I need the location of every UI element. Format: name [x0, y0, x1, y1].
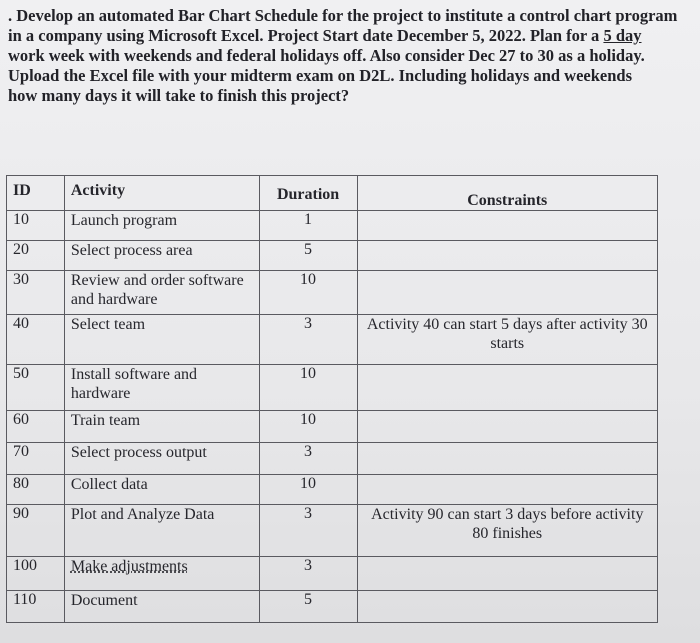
cell-constraints: [357, 411, 657, 443]
cell-id: 20: [7, 241, 65, 271]
cell-constraints: [357, 271, 657, 315]
cell-constraints: [357, 443, 657, 475]
header-id: ID: [7, 176, 65, 211]
cell-activity: [64, 557, 259, 591]
cell-duration: 10: [259, 271, 357, 315]
activity-table: [6, 175, 658, 623]
question-line-text: in a company using Microsoft Excel. Project Start date December 5, 2022. Plan for a: [8, 26, 604, 45]
cell-id: 30: [7, 271, 65, 315]
question-line: . Develop an automated Bar Chart Schedule for the project to institute a control chart program: [8, 6, 678, 25]
cell-id: 90: [7, 505, 65, 557]
cell-id: 80: [7, 475, 65, 505]
cell-activity: Review and order software and hardware: [64, 271, 259, 315]
cell-duration: 10: [259, 411, 357, 443]
cell-id: 50: [7, 365, 65, 411]
cell-constraints: [357, 365, 657, 411]
cell-duration: 5: [259, 591, 357, 623]
cell-duration: 3: [259, 443, 357, 475]
cell-id: 110: [7, 591, 65, 623]
question-line: how many days it will take to finish this project?: [8, 86, 350, 105]
header-constraints: Constraints: [357, 176, 657, 211]
cell-activity: Collect data: [64, 475, 259, 505]
cell-constraints: [357, 241, 657, 271]
cell-id: 60: [7, 411, 65, 443]
cell-constraints: [357, 557, 657, 591]
table-row: [7, 315, 658, 365]
cell-activity: Select process area: [64, 241, 259, 271]
cell-activity: Plot and Analyze Data: [64, 505, 259, 557]
table-row: [7, 443, 658, 475]
question-line: work week with weekends and federal holidays off. Also consider Dec 27 to 30 as a holiday.: [8, 46, 645, 65]
question-text: [8, 6, 698, 106]
cell-duration: 3: [259, 505, 357, 557]
header-duration: Duration: [259, 176, 357, 211]
header-activity: Activity: [64, 176, 259, 211]
cell-constraints: Activity 40 can start 5 days after activity 30 starts: [357, 315, 657, 365]
table-header-row: [7, 176, 658, 211]
table-row: [7, 475, 658, 505]
cell-duration: 3: [259, 315, 357, 365]
cell-activity: Launch program: [64, 211, 259, 241]
question-line: [8, 26, 698, 46]
table-row: [7, 365, 658, 411]
table-row: [7, 591, 658, 623]
table-row: [7, 271, 658, 315]
cell-constraints: [357, 211, 657, 241]
cell-duration: 10: [259, 365, 357, 411]
activity-text: Make adjustments: [70, 558, 188, 575]
table-row: [7, 211, 658, 241]
cell-activity: Document: [64, 591, 259, 623]
table-row: [7, 411, 658, 443]
cell-activity: Select process output: [64, 443, 259, 475]
cell-activity: Train team: [64, 411, 259, 443]
cell-id: 70: [7, 443, 65, 475]
cell-constraints: [357, 591, 657, 623]
cell-constraints: [357, 475, 657, 505]
underlined-phrase: 5 day: [603, 26, 642, 45]
cell-duration: 10: [259, 475, 357, 505]
cell-constraints: Activity 90 can start 3 days before activity 80 finishes: [357, 505, 657, 557]
cell-duration: 3: [259, 557, 357, 591]
question-line: Upload the Excel file with your midterm exam on D2L. Including holidays and weekends: [8, 66, 633, 85]
table-row: [7, 241, 658, 271]
cell-duration: 1: [259, 211, 357, 241]
cell-id: 40: [7, 315, 65, 365]
table-row: [7, 505, 658, 557]
cell-activity: Select team: [64, 315, 259, 365]
cell-id: 100: [7, 557, 65, 591]
table-row: [7, 557, 658, 591]
cell-duration: 5: [259, 241, 357, 271]
cell-id: 10: [7, 211, 65, 241]
cell-activity: Install software and hardware: [64, 365, 259, 411]
